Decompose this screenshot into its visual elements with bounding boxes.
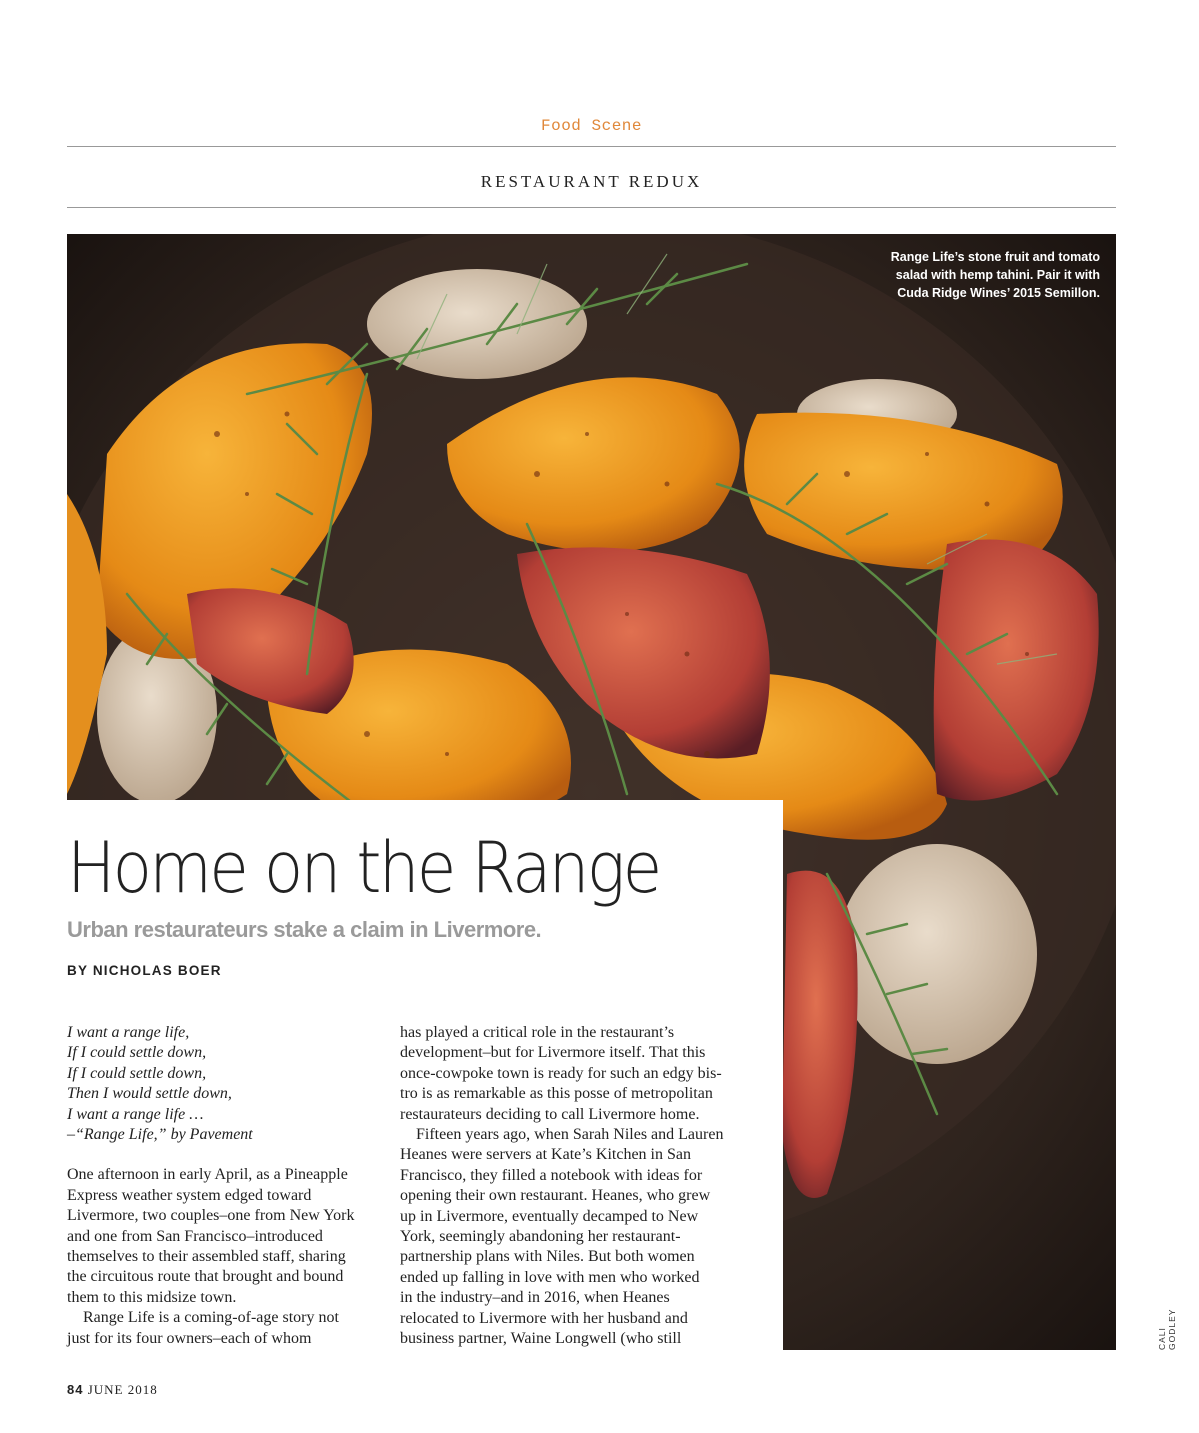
body-line: development–but for Livermore itself. That this xyxy=(400,1044,706,1062)
body-line: once-cowpoke town is ready for such an edgy bis- xyxy=(400,1064,722,1082)
issue-date: JUNE 2018 xyxy=(87,1382,158,1397)
epigraph xyxy=(67,1023,383,1145)
section-label: Food Scene xyxy=(540,117,642,135)
article-dek: Urban restaurateurs stake a claim in Livermore. xyxy=(67,917,542,942)
body-line: has played a critical role in the restaurant’s xyxy=(400,1024,675,1041)
body-line: Heanes were servers at Kate’s Kitchen in San xyxy=(400,1146,691,1164)
article-headline: Home on the Range xyxy=(67,827,660,909)
body-line: themselves to their assembled staff, sharing xyxy=(67,1248,346,1266)
body-line: tro is as remarkable as this posse of metropolitan xyxy=(400,1085,713,1103)
body-line: the circuitous route that brought and bound xyxy=(67,1268,344,1286)
photo-credit: CALI GODLEY xyxy=(1157,1308,1177,1350)
body-line: restaurateurs deciding to call Livermore home. xyxy=(400,1105,700,1123)
header-rule xyxy=(67,207,1116,208)
top-rule xyxy=(67,146,1116,147)
body-line: relocated to Livermore with her husband and xyxy=(400,1309,688,1327)
body-line: opening their own restaurant. Heanes, who grew xyxy=(400,1187,711,1205)
column-label: RESTAURANT REDUX xyxy=(480,172,703,191)
body-line: Fifteen years ago, when Sarah Niles and Lauren xyxy=(416,1126,724,1144)
photo-caption xyxy=(860,248,1100,302)
epigraph-attribution: –“Range Life,” by Pavement xyxy=(67,1126,253,1144)
article-byline: BY NICHOLAS BOER xyxy=(67,963,222,978)
body-line: them to this midsize town. xyxy=(67,1288,237,1306)
epigraph-line: I want a range life … xyxy=(67,1105,204,1123)
body-line: York, seemingly abandoning her restaurant- xyxy=(400,1228,681,1246)
body-line: ended up falling in love with men who worked xyxy=(400,1268,700,1286)
body-line: business partner, Waine Longwell (who still xyxy=(400,1330,682,1348)
body-line: Livermore, two couples–one from New York xyxy=(67,1207,355,1225)
caption-line: salad with hemp tahini. Pair it with xyxy=(895,268,1100,282)
epigraph-line: Then I would settle down, xyxy=(67,1085,232,1103)
text-column-1 xyxy=(67,1023,383,1349)
epigraph-line: If I could settle down, xyxy=(67,1044,207,1062)
epigraph-line: I want a range life, xyxy=(67,1024,190,1041)
body-text xyxy=(400,1023,755,1350)
body-line: Francisco, they filled a notebook with ideas for xyxy=(400,1166,703,1184)
page-number: 84 xyxy=(67,1382,84,1397)
body-line: partnership plans with Niles. But both women xyxy=(400,1248,695,1266)
body-line: up in Livermore, eventually decamped to New xyxy=(400,1207,699,1225)
epigraph-line: If I could settle down, xyxy=(67,1064,207,1082)
caption-line: Cuda Ridge Wines’ 2015 Semillon. xyxy=(897,286,1100,300)
body-line: just for its four owners–each of whom xyxy=(67,1329,312,1347)
body-text xyxy=(67,1165,383,1349)
body-line: and one from San Francisco–introduced xyxy=(67,1227,323,1245)
text-column-2 xyxy=(400,1023,755,1350)
body-line: Range Life is a coming-of-age story not xyxy=(83,1309,339,1327)
caption-line: Range Life’s stone fruit and tomato xyxy=(890,250,1100,264)
body-line: Express weather system edged toward xyxy=(67,1186,312,1204)
body-line: in the industry–and in 2016, when Heanes xyxy=(400,1289,670,1307)
page-folio xyxy=(67,1382,158,1398)
body-line: One afternoon in early April, as a Pineapple xyxy=(67,1166,348,1184)
